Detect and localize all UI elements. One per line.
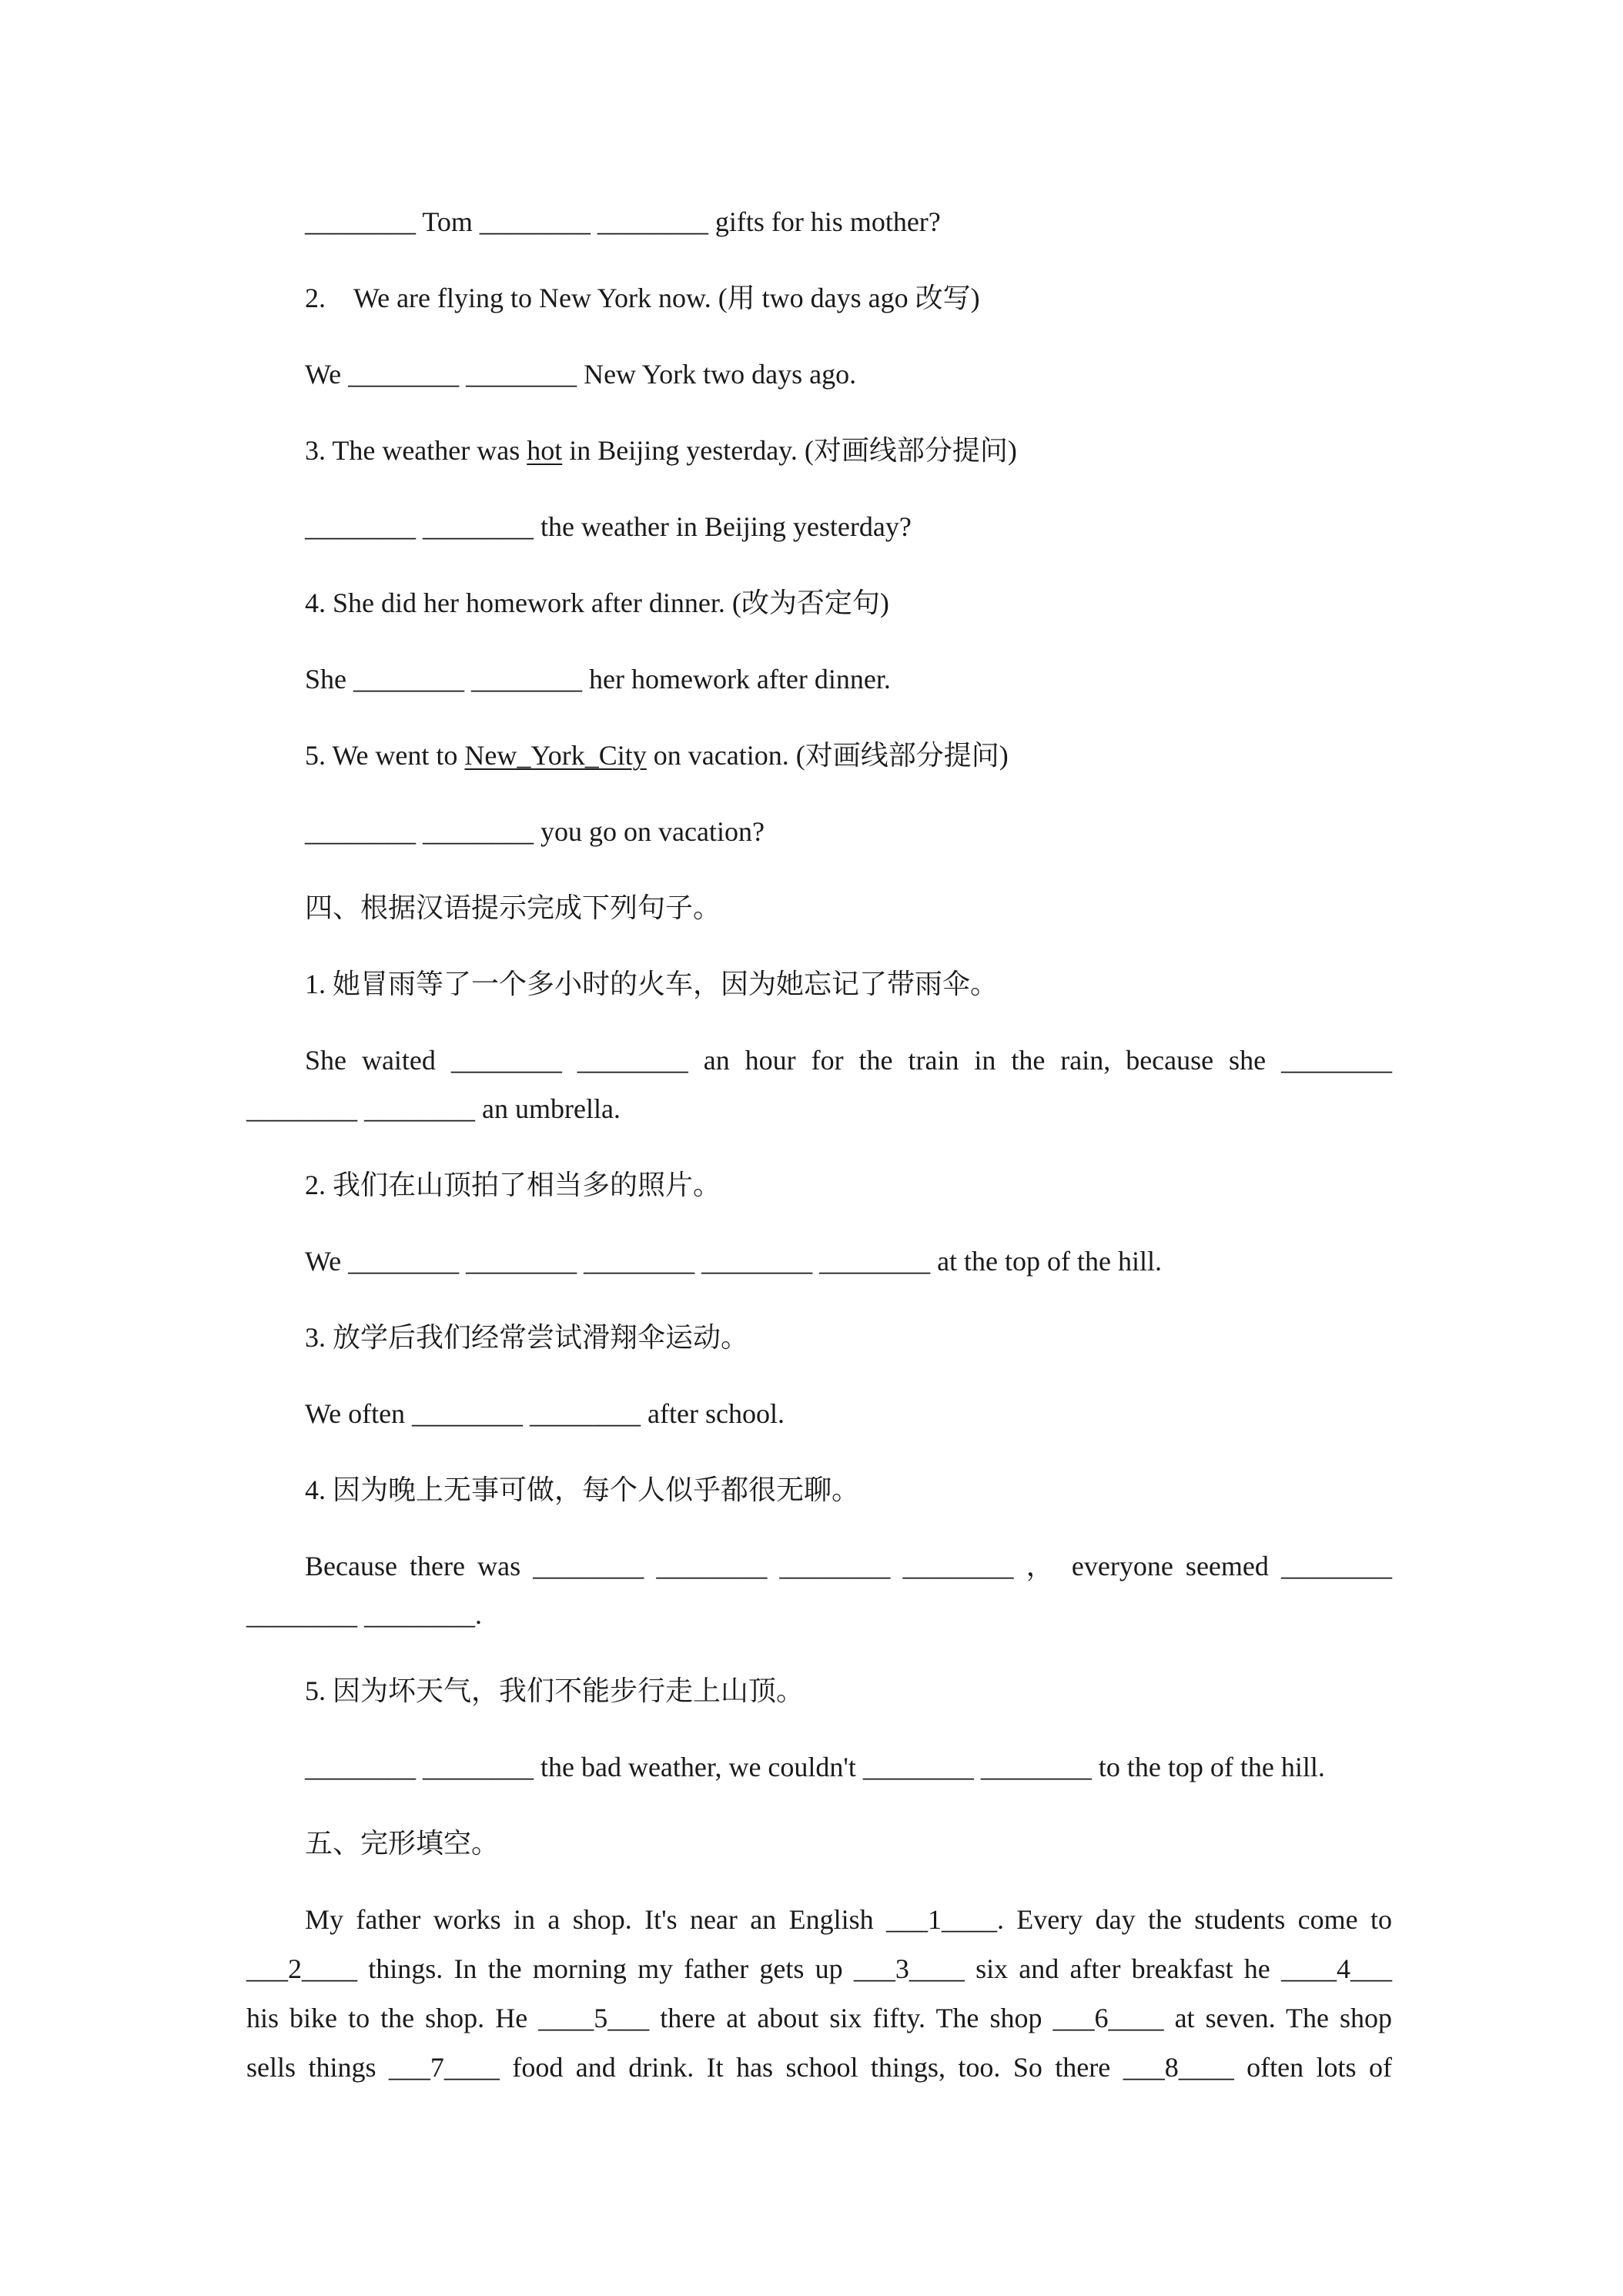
section4-q4-english-line1: Because there was ________ ________ ________ ________ ， everyone seemed ________ [305, 1551, 1392, 1581]
section5-heading: 五、完形填空。 [305, 1828, 500, 1859]
section4-q5-chinese: 5. 因为坏天气，我们不能步行走上山顶。 [305, 1675, 805, 1706]
section4-heading: 四、根据汉语提示完成下列句子。 [305, 892, 721, 923]
rewrite-q3-answer: ________ ________ the weather in Beijing yesterday? [305, 511, 912, 542]
rewrite-q2-answer: We ________ ________ New York two days ago. [305, 359, 857, 390]
section4-q1-english-line2: ________ ________ an umbrella. [246, 1093, 621, 1124]
section4-q3-english: We often ________ ________ after school. [305, 1398, 785, 1429]
rewrite-q3-prompt [305, 433, 1017, 467]
section4-q1-chinese: 1. 她冒雨等了一个多小时的火车，因为她忘记了带雨伞。 [305, 969, 999, 999]
section4-q5-english: ________ ________ the bad weather, we couldn't ________ ________ to the top of the hill. [305, 1752, 1325, 1782]
section4-q3-chinese: 3. 放学后我们经常尝试滑翔伞运动。 [305, 1322, 749, 1353]
section4-q4-english-line2: ________ ________. [246, 1599, 482, 1630]
rewrite-q2-prompt: 2. We are flying to New York now. (用 two days ago 改写) [305, 283, 980, 313]
cloze-passage-line1: My father works in a shop. It's near an English ___1____. Every day the students come to [305, 1904, 1392, 1935]
rewrite-q1-answer: ________ Tom ________ ________ gifts for his mother? [305, 206, 941, 237]
section4-q2-chinese: 2. 我们在山顶拍了相当多的照片。 [305, 1170, 721, 1200]
rewrite-q5-prompt [305, 738, 1009, 772]
rewrite-q5-underlined-phrase: New_York_City [464, 740, 647, 771]
rewrite-q3-prefix: 3. The weather was [305, 435, 527, 466]
rewrite-q5-suffix: on vacation. (对画线部分提问) [646, 740, 1009, 771]
rewrite-q3-suffix: in Beijing yesterday. (对画线部分提问) [562, 435, 1017, 466]
rewrite-q4-answer: She ________ ________ her homework after dinner. [305, 664, 891, 694]
rewrite-q3-underlined-word: hot [527, 435, 563, 466]
rewrite-q5-prefix: 5. We went to [305, 740, 465, 771]
section4-q1-english-line1: She waited ________ ________ an hour for the train in the rain, because she ________ [305, 1045, 1392, 1076]
cloze-passage-line3: his bike to the shop. He ____5___ there at about six fifty. The shop ___6____ at seven. The shop [246, 2003, 1392, 2033]
rewrite-q4-prompt: 4. She did her homework after dinner. (改为否定句) [305, 587, 889, 618]
cloze-passage-line4: sells things ___7____ food and drink. It has school things, too. So there ___8____ often lots of [246, 2052, 1392, 2083]
cloze-passage-line2: ___2____ things. In the morning my father gets up ___3____ six and after breakfast he ____4___ [246, 1953, 1392, 1984]
section4-q2-english: We ________ ________ ________ ________ ________ at the top of the hill. [305, 1246, 1163, 1277]
rewrite-q5-answer: ________ ________ you go on vacation? [305, 816, 765, 847]
section4-q4-chinese: 4. 因为晚上无事可做，每个人似乎都很无聊。 [305, 1474, 860, 1505]
